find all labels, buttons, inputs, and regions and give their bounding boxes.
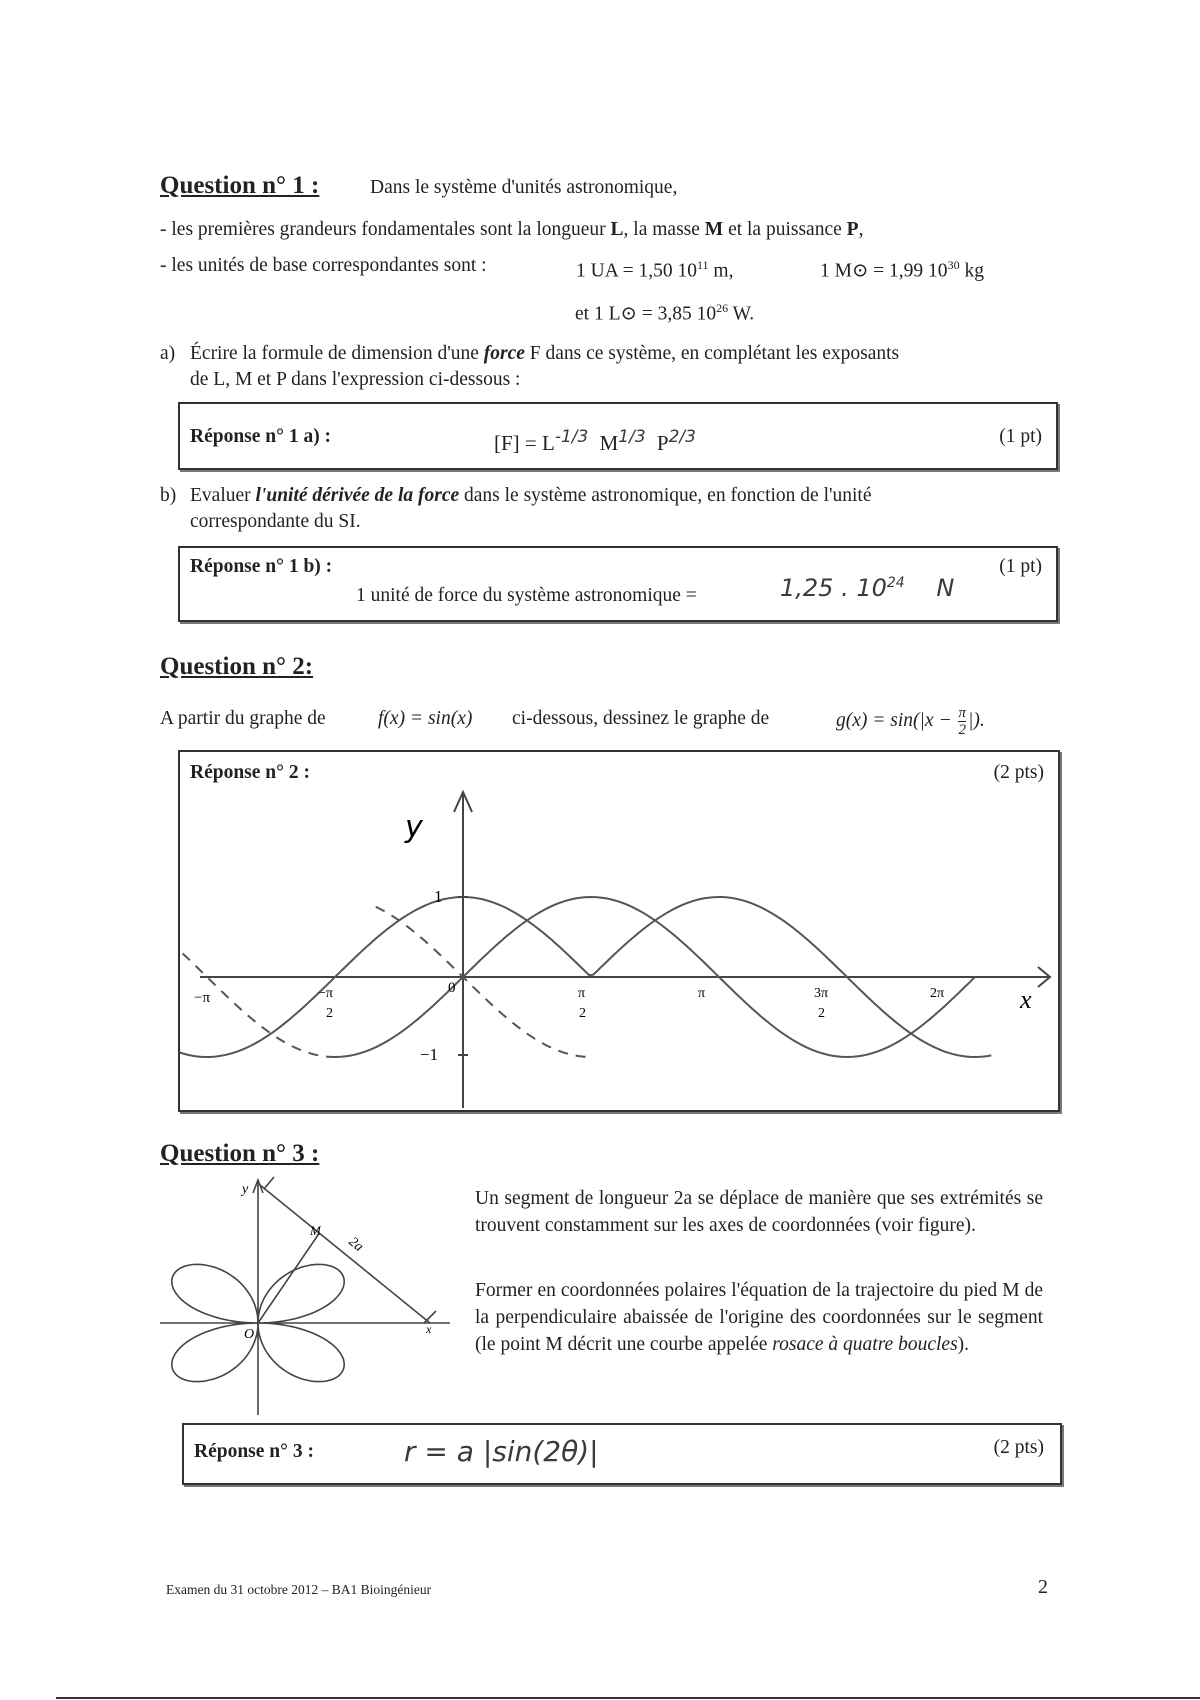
- tick-pi2-den: 2: [579, 1006, 586, 1021]
- answer-box-2: [178, 750, 1060, 1112]
- q2-text2: ci-dessous, dessinez le graphe de: [512, 708, 770, 729]
- rosace-figure: [160, 1175, 450, 1415]
- sine-graph: [180, 752, 1058, 1110]
- r2-label: Réponse n° 2 :: [190, 762, 310, 783]
- r1a-points: (1 pt): [999, 426, 1042, 447]
- fig-o-label: O: [244, 1327, 255, 1342]
- tick-2pi: 2π: [930, 986, 945, 1001]
- y-label: y: [405, 810, 423, 845]
- bottom-rule: [56, 1697, 1200, 1699]
- x-label: x: [1020, 985, 1032, 1014]
- q2-f-expr: f(x) = sin(x): [378, 708, 473, 729]
- r3-answer: r = a |sin(2θ)|: [404, 1435, 599, 1468]
- answer-box-1a: [178, 402, 1058, 470]
- unit-lsun: et 1 L⊙ = 3,85 $10^{26}$ W.: [575, 301, 755, 325]
- r1a-label: Réponse n° 1 a) :: [190, 426, 332, 447]
- page-number: 2: [1038, 1576, 1048, 1598]
- r2-points: (2 pts): [993, 762, 1044, 783]
- q1-line2: - les unités de base correspondantes sont :: [160, 255, 487, 276]
- q2-text1: A partir du graphe de: [160, 708, 326, 729]
- r1b-text: 1 unité de force du système astronomique =: [356, 585, 697, 606]
- r3-points: (2 pts): [993, 1437, 1044, 1458]
- q2-g-expr: g(x) = sin(|x − $\frac{\pi}{2}$ |).: [836, 705, 985, 738]
- r3-label: Réponse n° 3 :: [194, 1441, 314, 1462]
- q1a-text: Écrire la formule de dimension d'une force F dans ce système, en complétant les exposants: [190, 343, 900, 364]
- r1b-label: Réponse n° 1 b) :: [190, 556, 333, 577]
- tick-mpi: −π: [194, 990, 211, 1006]
- fig-y-label: y: [242, 1182, 249, 1197]
- perpendicular: [258, 1235, 318, 1323]
- r1b-points: (1 pt): [999, 556, 1042, 577]
- tick-3pi2-den: 2: [818, 1006, 825, 1021]
- moving-segment: [260, 1185, 430, 1323]
- tick-pi: π: [698, 986, 706, 1001]
- unit-ua: 1 UA = 1,50 $10^{11}$ m,: [576, 258, 734, 282]
- footer-left: Examen du 31 octobre 2012 – BA1 Bioingénieur: [166, 1582, 432, 1597]
- q3-paragraph1: Un segment de longueur 2a se déplace de manière que ses extrémités se trouvent constamment sur les axes de coordonnées (voir figure).: [475, 1188, 1043, 1236]
- tick-mpi2-num: −π: [318, 986, 333, 1001]
- q1b-label: b): [160, 485, 177, 506]
- q1b-text: Evaluer l'unité dérivée de la force dans le système astronomique, en fonction de l'unité: [190, 485, 872, 506]
- q1a-text2: de L, M et P dans l'expression ci-dessous :: [190, 369, 521, 390]
- answer-box-3: [182, 1423, 1062, 1485]
- q3-title: Question n° 3 :: [160, 1140, 320, 1167]
- q2-title: Question n° 2:: [160, 653, 314, 680]
- q1a-label: a): [160, 343, 176, 364]
- q3-paragraph2: Former en coordonnées polaires l'équation de la trajectoire du pied M de la perpendiculaire abaissée de l'origine des coordonnées sur le segment (le point M décrit une courbe appelée rosace à quatre boucles).: [475, 1280, 1043, 1355]
- q1-title: Question n° 1 :: [160, 172, 320, 199]
- tick-m1: −1: [420, 1045, 439, 1064]
- r1b-answer: 1,25 . $10^{24}$ N: [780, 574, 955, 602]
- fig-2a-label: 2a: [345, 1234, 366, 1255]
- fig-x-label: x: [426, 1322, 432, 1336]
- q1b-text2: correspondante du SI.: [190, 511, 361, 532]
- tick-3pi2-num: 3π: [814, 986, 829, 1001]
- tick-1: 1: [434, 887, 443, 906]
- tick-mpi2-den: 2: [326, 1006, 333, 1021]
- r1a-formula: $[F] = L^{-1/3}$ $M^{1/3}$ $P^{2/3}$: [494, 427, 696, 455]
- answer-box-1b: [178, 546, 1058, 622]
- tick-pi2-num: π: [578, 986, 586, 1001]
- unit-msun: 1 M⊙ = 1,99 $10^{30}$ kg: [820, 258, 984, 282]
- fig-m-label: M: [310, 1223, 321, 1238]
- q1-line1: - les premières grandeurs fondamentales sont la longueur L, la masse M et la puissance P,: [160, 219, 864, 240]
- tick-0: 0: [448, 980, 456, 996]
- q1-intro: Dans le système d'unités astronomique,: [370, 177, 678, 198]
